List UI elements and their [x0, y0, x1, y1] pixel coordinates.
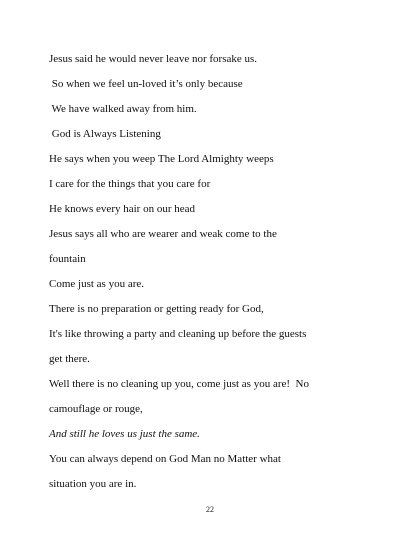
text-line: I care for the things that you care for: [49, 178, 211, 190]
text-line: Jesus says all who are wearer and weak come to the: [49, 228, 277, 240]
text-line: Well there is no cleaning up you, come just as you are! No: [49, 378, 309, 390]
text-line: He knows every hair on our head: [49, 203, 196, 215]
text-line: situation you are in.: [49, 478, 137, 490]
text-line: camouflage or rouge,: [49, 403, 143, 415]
page-number: 22: [206, 505, 214, 514]
text-line: It's like throwing a party and cleaning up before the guests: [49, 328, 307, 340]
text-line: Come just as you are.: [49, 278, 145, 290]
text-line: God is Always Listening: [49, 128, 161, 140]
text-line-italic: And still he loves us just the same.: [49, 428, 200, 440]
text-line: You can always depend on God Man no Matter what: [49, 453, 281, 465]
text-line: So when we feel un-loved it’s only because: [49, 78, 243, 90]
text-line: Jesus said he would never leave nor forsake us.: [49, 53, 258, 65]
text-line: get there.: [49, 353, 90, 365]
text-line: He says when you weep The Lord Almighty weeps: [49, 153, 274, 165]
text-line: We have walked away from him.: [49, 103, 197, 115]
text-line: There is no preparation or getting ready for God,: [49, 303, 264, 315]
text-line: fountain: [49, 253, 86, 265]
